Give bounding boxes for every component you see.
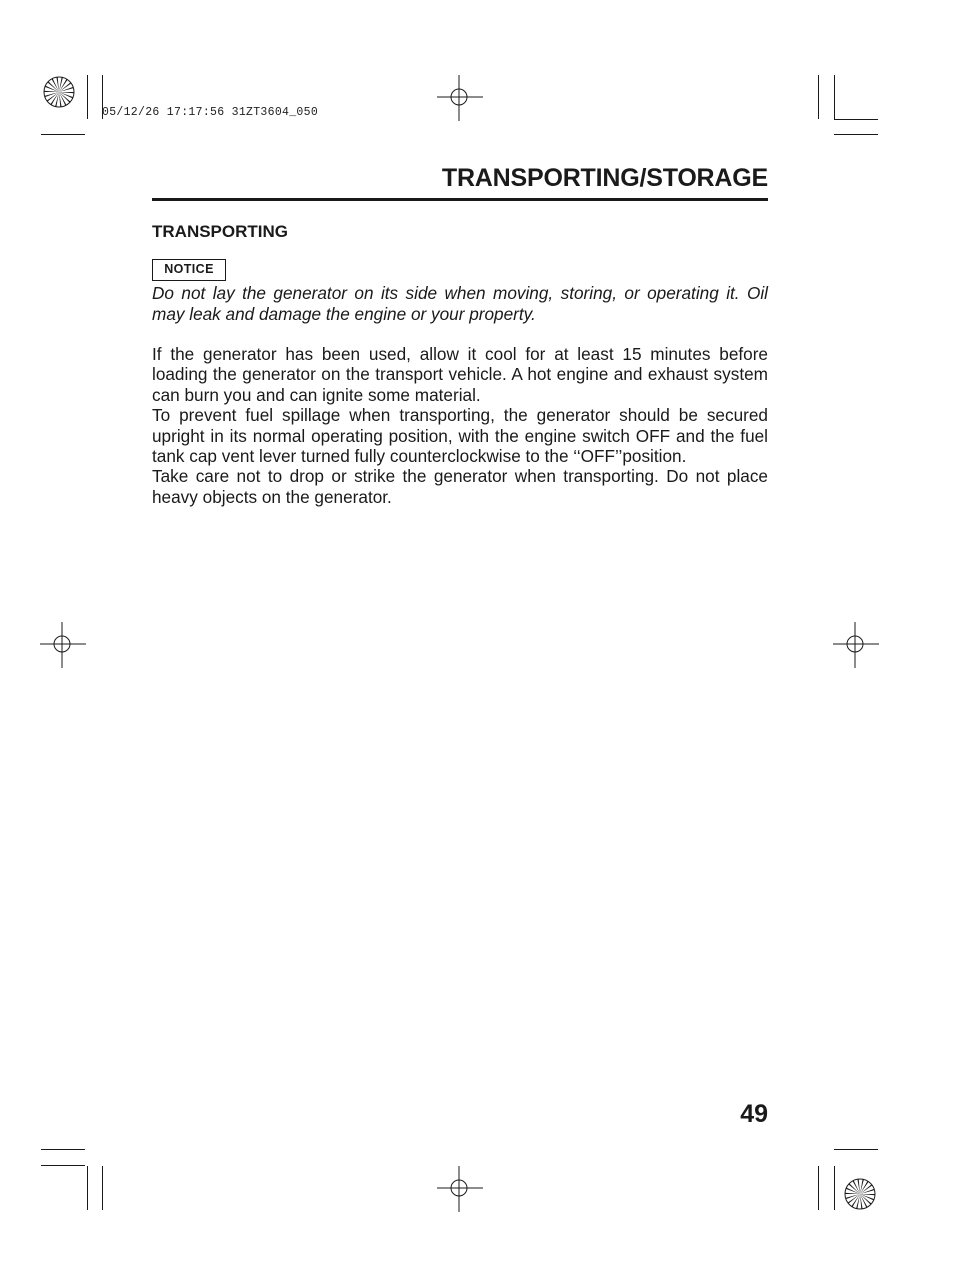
page-number: 49 (740, 1100, 768, 1128)
registration-mark-icon (833, 622, 879, 668)
crop-mark (834, 1149, 878, 1150)
notice-text: Do not lay the generator on its side when moving, storing, or operating it. Oil may leak and damage the engine or your property. (152, 283, 768, 324)
crop-mark (834, 119, 878, 120)
crop-mark (834, 75, 835, 119)
registration-mark-icon (437, 1166, 483, 1212)
paragraph: To prevent fuel spillage when transporting, the generator should be secured upright in its normal operating position, with the engine switch OFF and the fuel tank cap vent lever turned fully counterclockwise to the ‘‘OFF’’position. (152, 405, 768, 467)
crop-mark (834, 134, 878, 135)
print-code: 05/12/26 17:17:56 31ZT3604_050 (102, 106, 319, 119)
crop-mark (41, 1165, 85, 1166)
body-text (152, 344, 768, 507)
crop-mark (41, 134, 85, 135)
section-title: TRANSPORTING/STORAGE (441, 164, 768, 192)
starburst-target-icon (43, 76, 75, 108)
crop-mark (41, 1149, 85, 1150)
crop-mark (834, 1166, 835, 1210)
crop-mark (818, 1166, 819, 1210)
paragraph: If the generator has been used, allow it cool for at least 15 minutes before loading the generator on the transport vehicle. A hot engine and exhaust system can burn you and can ignite some material. (152, 344, 768, 405)
paragraph: Take care not to drop or strike the generator when transporting. Do not place heavy objects on the generator. (152, 466, 768, 507)
title-rule (152, 198, 768, 201)
registration-mark-icon (40, 622, 86, 668)
starburst-target-icon (844, 1178, 876, 1210)
registration-mark-icon (437, 75, 483, 121)
crop-mark (818, 75, 819, 119)
crop-mark (87, 75, 88, 119)
crop-mark (102, 1166, 103, 1210)
subheading: TRANSPORTING (152, 222, 288, 241)
crop-mark (87, 1166, 88, 1210)
notice-label: NOTICE (152, 259, 226, 281)
